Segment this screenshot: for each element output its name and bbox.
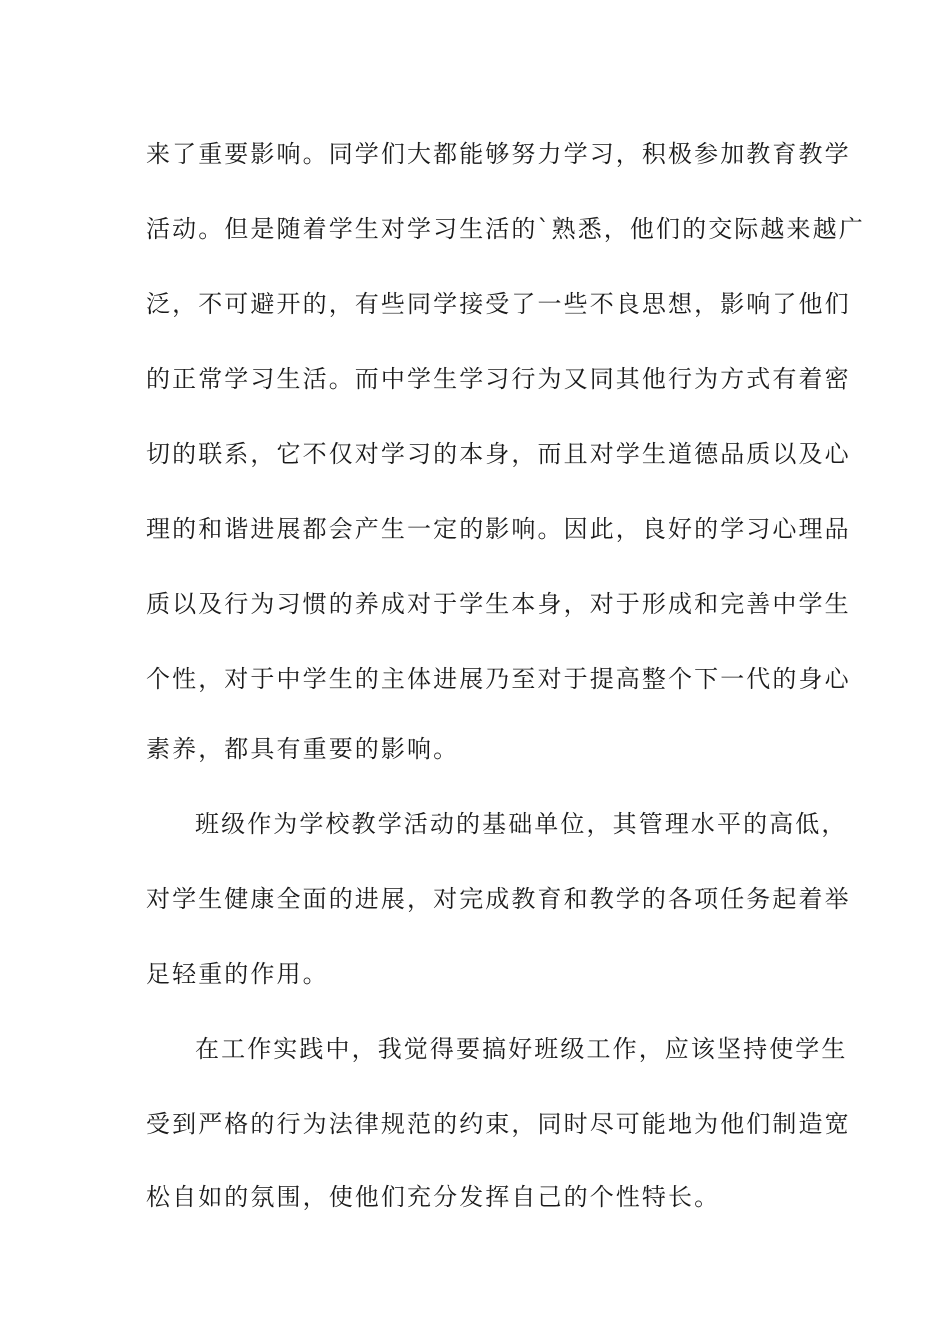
text-line: 切的联系，它不仅对学习的本身，而且对学生道德品质以及心 bbox=[146, 440, 851, 468]
text-line: 素养，都具有重要的影响。 bbox=[146, 735, 460, 763]
paragraph-first-line: 班级作为学校教学活动的基础单位，其管理水平的高低， bbox=[195, 810, 848, 838]
text-line: 泛，不可避开的，有些同学接受了一些不良思想，影响了他们 bbox=[146, 290, 851, 318]
text-line: 松自如的氛围，使他们充分发挥自己的个性特长。 bbox=[146, 1183, 721, 1211]
text-line: 受到严格的行为法律规范的约束，同时尽可能地为他们制造宽 bbox=[146, 1110, 851, 1138]
text-line: 个性，对于中学生的主体进展乃至对于提高整个下一代的身心 bbox=[146, 665, 851, 693]
text-line: 足轻重的作用。 bbox=[146, 960, 329, 988]
text-line: 质以及行为习惯的养成对于学生本身，对于形成和完善中学生 bbox=[146, 590, 851, 618]
text-line: 对学生健康全面的进展，对完成教育和教学的各项任务起着举 bbox=[146, 885, 851, 913]
text-line: 来了重要影响。同学们大都能够努力学习，积极参加教育教学 bbox=[146, 140, 851, 168]
text-line: 理的和谐进展都会产生一定的影响。因此，良好的学习心理品 bbox=[146, 515, 851, 543]
text-line: 活动。但是随着学生对学习生活的`熟悉，他们的交际越来越广 bbox=[146, 215, 865, 243]
text-line: 的正常学习生活。而中学生学习行为又同其他行为方式有着密 bbox=[146, 365, 851, 393]
paragraph-first-line: 在工作实践中，我觉得要搞好班级工作，应该坚持使学生 bbox=[195, 1035, 848, 1063]
